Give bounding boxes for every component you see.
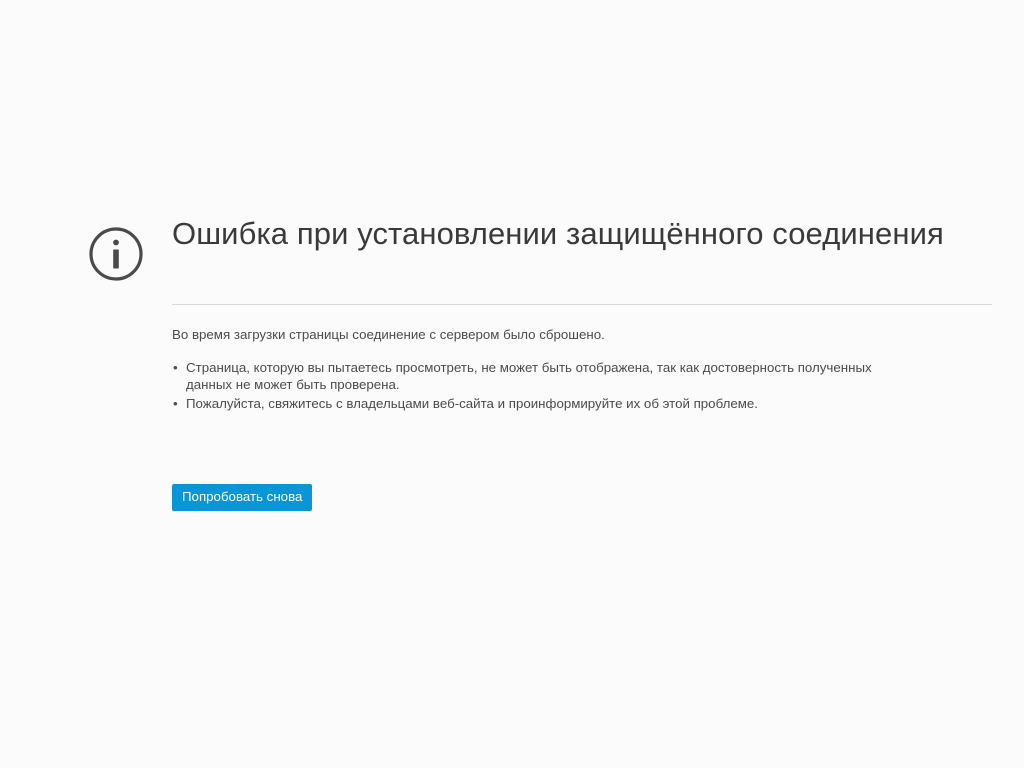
list-item: • Страница, которую вы пытаетесь просмотреть, не может быть отображена, так как достоверность полученных данных не может быть проверена. <box>172 360 906 393</box>
page-title: Ошибка при установлении защищённого соединения <box>172 216 944 251</box>
retry-button[interactable]: Попробовать снова <box>172 484 312 511</box>
error-intro-text: Во время загрузки страницы соединение с сервером было сброшено. <box>172 327 605 342</box>
title-wrap <box>172 214 992 254</box>
error-body <box>172 326 992 413</box>
error-reason-list <box>172 360 992 413</box>
error-header <box>88 214 992 282</box>
error-container <box>88 214 992 511</box>
header-divider <box>172 304 992 305</box>
retry-button-wrap <box>172 484 992 511</box>
list-item: • Пожалуйста, свяжитесь с владельцами веб-сайта и проинформируйте их об этой проблеме. <box>172 396 906 413</box>
info-circle-icon <box>88 226 144 282</box>
